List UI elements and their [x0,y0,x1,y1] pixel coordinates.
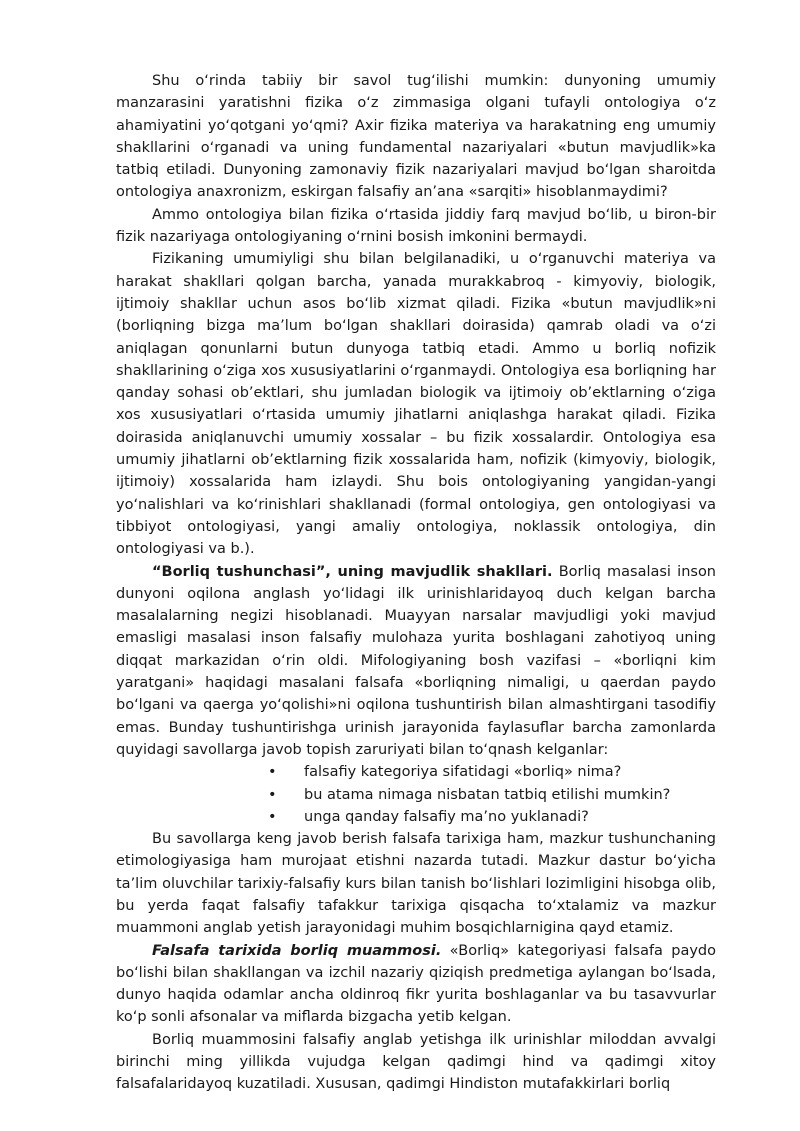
bullet-icon: • [268,764,277,781]
paragraph-2: Ammo ontologiya bilan fizika o‘rtasida jiddiy farq mavjud bo‘lib, u biron-bir fizik nazariyaga ontologiyaning o‘rnini bosish imkonini bermaydi. [116,206,716,246]
paragraph-7: Borliq muammosini falsafiy anglab yetishga ilk urinishlar miloddan avvalgi birinchi ming yillikda vujudga kelgan qadimgi hind va qadimgi xitoy falsafalaridayoq kuzatiladi. Xususan, qadimgi Hindiston mutafakkirlari borliq [116,1031,716,1093]
list-item-text: bu atama nimaga nisbatan tatbiq etilishi mumkin? [304,786,671,803]
question-list [116,761,716,828]
paragraph-6 [116,940,716,1029]
list-item [268,806,716,828]
section-heading-falsafa-tarixida: Falsafa tarixida borliq muammosi. [152,942,442,959]
list-item-text: falsafiy kategoriya sifatidagi «borliq» nima? [304,764,622,781]
list-item-text: unga qanday falsafiy ma’no yuklanadi? [304,808,589,825]
paragraph-4-text: Borliq masalasi inson dunyoni oqilona anglash yo‘lidagi ilk urinishlaridayoq duch kelgan barcha masalalarning negizi hisoblanadi. Muayyan narsalar mavjudligi yoki mavjud emasligi masalasi inson falsafiy mulohaza yurita boshlagani zahotiyoq uning diqqat markazidan o‘rin oldi. Mifologiyaning bosh vazifasi – «borliqni kim yaratgani» haqidagi masalani falsafa «borliqning nimaligi, u qaerdan paydo bo‘lgani va qaerga yo‘qolishi»ni oqilona tushuntirish bilan almashtirgani tasodifiy emas. Bunday tushuntirishga urinish jarayonida faylasuflar barcha zamonlarda quyidagi savollarga javob topish zaruriyati bilan to‘qnash kelganlar: [116,563,717,758]
bullet-icon: • [268,808,277,825]
paragraph-1: Shu o‘rinda tabiiy bir savol tug‘ilishi mumkin: dunyoning umumiy manzarasini yaratishni fizika o‘z zimmasiga olgani tufayli ontologiya o‘z ahamiyatini yo‘qotgani yo‘qmi? Axir fizika materiya va harakatning eng umumiy shakllarini o‘rganadi va uning fundamental nazariyalari «butun mavjudlik»ka tatbiq etiladi. Dunyoning zamonaviy fizik nazariyalari mavjud bo‘lgan sharoitda ontologiya anaxronizm, eskirgan falsafiy an’ana «sarqiti» hisoblanmaydimi? [116,73,716,201]
bullet-icon: • [268,786,277,803]
section-heading-borliq-tushunchasi: “Borliq tushunchasi”, uning mavjudlik shakllari. [152,563,553,580]
paragraph-3: Fizikaning umumiyligi shu bilan belgilanadiki, u o‘rganuvchi materiya va harakat shakllari qolgan barcha, yanada murakkabroq - kimyoviy, biologik, ijtimoiy shakllar uchun asos bo‘lib xizmat qiladi. Fizika «butun mavjudlik»ni (borliqning bizga ma’lum bo‘lgan shakllari doirasida) qamrab oladi va o‘zi aniqlagan qonunlarni butun dunyoga tatbiq etadi. Ammo u borliq nofizik shakllarining o‘ziga xos xususiyatlarini o‘rganmaydi. Ontologiya esa borliqning har qanday sohasi ob’ektlari, shu jumladan biologik va ijtimoiy ob’ektlarning o‘ziga xos xususiyatlari o‘rtasida umumiy jihatlarni aniqlashga harakat qiladi. Fizika doirasida aniqlanuvchi umumiy xossalar – bu fizik xossalardir. Ontologiya esa umumiy jihatlarni ob’ektlarning fizik xossalarida ham, nofizik (kimyoviy, biologik, ijtimoiy) xossalarida ham izlaydi. Shu bois ontologiyaning yangidan-yangi yo‘nalishlari va ko‘rinishlari shakllanadi (formal ontologiya, gen ontologiyasi va tibbiyot ontologiyasi, yangi amaliy ontologiya, noklassik ontologiya, din ontologiyasi va b.). [116,251,716,558]
paragraph-5: Bu savollarga keng javob berish falsafa tarixiga ham, mazkur tushunchaning etimologiyasiga ham murojaat etishni nazarda tutadi. Mazkur dastur bo‘yicha ta’lim oluvchilar tarixiy-falsafiy kurs bilan tanish bo‘lishlari lozimligini hisobga olib, bu yerda faqat falsafiy tafakkur tarixiga qisqacha to‘xtalamiz va mazkur muammoni anglab yetish jarayonidagi muhim bosqichlarnigina qayd etamiz. [116,831,716,937]
list-item [268,784,716,806]
paragraph-4 [116,561,716,762]
paragraph-6-text: «Borliq» kategoriyasi falsafa paydo bo‘lishi bilan shakllangan va izchil nazariy qiziqish predmetiga aylangan bo‘lsada, dunyo haqida odamlar ancha oldinroq fikr yurita boshlaganlar va bu tasavvurlar ko‘p sonli afsonalar va miflarda bizgacha yetib kelgan. [116,942,716,1026]
list-item [268,761,716,783]
